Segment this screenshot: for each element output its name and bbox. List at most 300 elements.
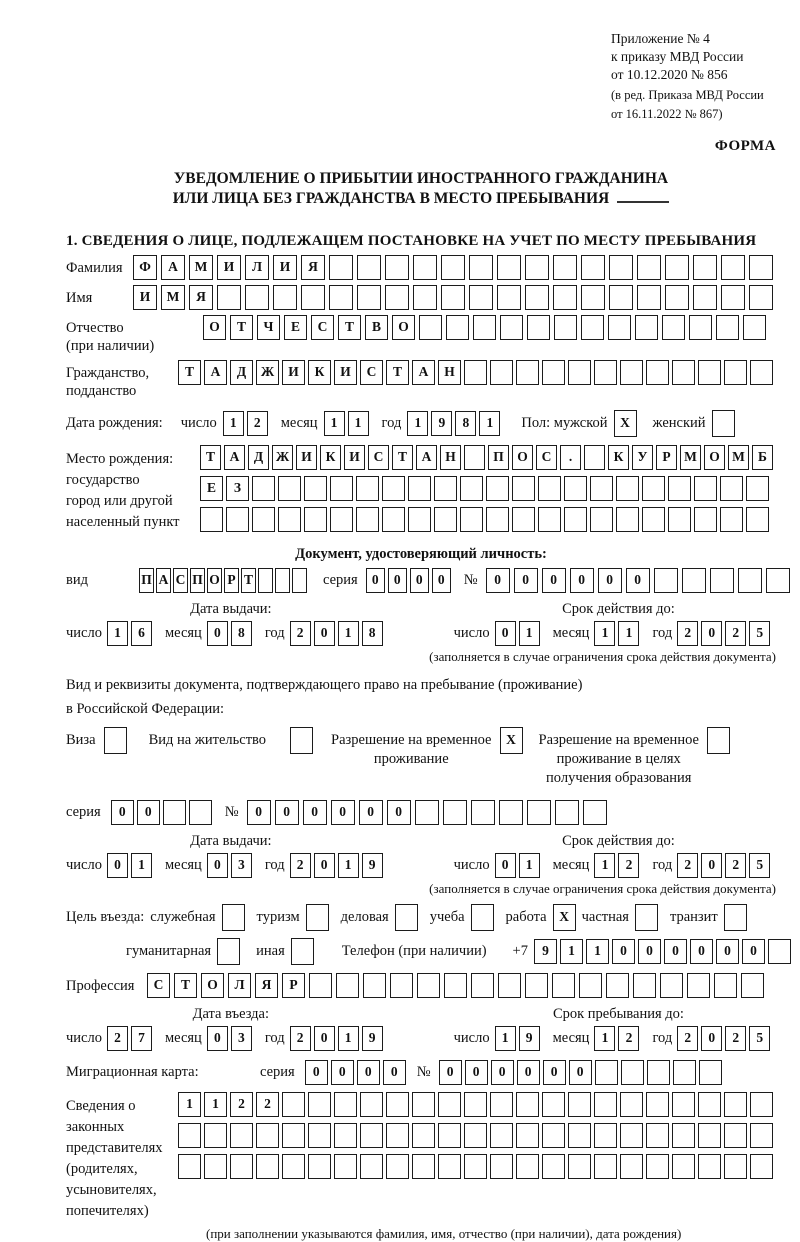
char-cell[interactable]: М bbox=[680, 445, 701, 470]
char-cell[interactable]: 0 bbox=[432, 568, 451, 593]
char-cell[interactable] bbox=[635, 904, 658, 931]
char-cell[interactable] bbox=[217, 285, 241, 310]
char-cell[interactable] bbox=[516, 1154, 539, 1179]
char-cell[interactable]: 2 bbox=[677, 1026, 698, 1051]
char-cell[interactable] bbox=[720, 507, 743, 532]
char-cell[interactable] bbox=[273, 285, 297, 310]
char-cell[interactable]: 0 bbox=[491, 1060, 514, 1085]
char-cell[interactable]: 0 bbox=[598, 568, 622, 593]
char-cell[interactable]: 2 bbox=[618, 1026, 639, 1051]
char-cell[interactable]: С bbox=[536, 445, 557, 470]
char-cell[interactable] bbox=[336, 973, 359, 998]
char-cell[interactable] bbox=[646, 1092, 669, 1117]
char-cell[interactable]: 3 bbox=[231, 853, 252, 878]
char-cell[interactable] bbox=[672, 1092, 695, 1117]
char-cell[interactable]: 8 bbox=[455, 411, 476, 436]
char-cell[interactable]: 0 bbox=[331, 1060, 354, 1085]
char-cell[interactable]: 2 bbox=[290, 853, 311, 878]
char-cell[interactable] bbox=[724, 1123, 747, 1148]
char-cell[interactable]: 8 bbox=[362, 621, 383, 646]
char-cell[interactable]: Ч bbox=[257, 315, 280, 340]
char-cell[interactable] bbox=[512, 507, 535, 532]
char-cell[interactable] bbox=[595, 1060, 618, 1085]
char-cell[interactable] bbox=[768, 939, 791, 964]
char-cell[interactable] bbox=[721, 255, 745, 280]
char-cell[interactable]: 1 bbox=[586, 939, 609, 964]
char-cell[interactable]: 5 bbox=[749, 621, 770, 646]
char-cell[interactable]: К bbox=[308, 360, 331, 385]
char-cell[interactable]: З bbox=[226, 476, 249, 501]
char-cell[interactable]: М bbox=[161, 285, 185, 310]
char-cell[interactable]: А bbox=[416, 445, 437, 470]
char-cell[interactable]: Б bbox=[752, 445, 773, 470]
char-cell[interactable] bbox=[386, 1154, 409, 1179]
char-cell[interactable] bbox=[527, 315, 550, 340]
char-cell[interactable]: 0 bbox=[543, 1060, 566, 1085]
char-cell[interactable] bbox=[499, 800, 523, 825]
char-cell[interactable] bbox=[444, 973, 467, 998]
char-cell[interactable] bbox=[620, 1123, 643, 1148]
char-cell[interactable] bbox=[721, 285, 745, 310]
char-cell[interactable]: С bbox=[360, 360, 383, 385]
char-cell[interactable] bbox=[308, 1092, 331, 1117]
char-cell[interactable] bbox=[620, 1154, 643, 1179]
char-cell[interactable]: 1 bbox=[560, 939, 583, 964]
char-cell[interactable]: О bbox=[512, 445, 533, 470]
char-cell[interactable] bbox=[385, 285, 409, 310]
char-cell[interactable] bbox=[204, 1154, 227, 1179]
char-cell[interactable]: 2 bbox=[677, 621, 698, 646]
char-cell[interactable] bbox=[689, 315, 712, 340]
char-cell[interactable]: 0 bbox=[314, 621, 335, 646]
char-cell[interactable] bbox=[672, 1123, 695, 1148]
char-cell[interactable] bbox=[554, 315, 577, 340]
char-cell[interactable] bbox=[330, 507, 353, 532]
char-cell[interactable]: 0 bbox=[495, 621, 516, 646]
char-cell[interactable]: О bbox=[201, 973, 224, 998]
char-cell[interactable] bbox=[256, 1123, 279, 1148]
char-cell[interactable] bbox=[408, 507, 431, 532]
char-cell[interactable]: Т bbox=[178, 360, 201, 385]
char-cell[interactable]: 5 bbox=[749, 1026, 770, 1051]
char-cell[interactable] bbox=[245, 285, 269, 310]
char-cell[interactable] bbox=[275, 568, 290, 593]
char-cell[interactable]: 0 bbox=[357, 1060, 380, 1085]
char-cell[interactable] bbox=[490, 1092, 513, 1117]
char-cell[interactable]: 1 bbox=[495, 1026, 516, 1051]
char-cell[interactable]: 2 bbox=[256, 1092, 279, 1117]
char-cell[interactable] bbox=[497, 255, 521, 280]
char-cell[interactable] bbox=[633, 973, 656, 998]
char-cell[interactable]: 7 bbox=[131, 1026, 152, 1051]
char-cell[interactable]: 0 bbox=[107, 853, 128, 878]
char-cell[interactable] bbox=[687, 973, 710, 998]
char-cell[interactable] bbox=[282, 1092, 305, 1117]
char-cell[interactable]: И bbox=[273, 255, 297, 280]
char-cell[interactable]: 0 bbox=[314, 853, 335, 878]
char-cell[interactable]: 9 bbox=[519, 1026, 540, 1051]
char-cell[interactable] bbox=[542, 1154, 565, 1179]
char-cell[interactable] bbox=[329, 285, 353, 310]
char-cell[interactable] bbox=[252, 507, 275, 532]
char-cell[interactable] bbox=[538, 507, 561, 532]
char-cell[interactable] bbox=[564, 476, 587, 501]
char-cell[interactable]: Н bbox=[438, 360, 461, 385]
char-cell[interactable]: 0 bbox=[366, 568, 385, 593]
char-cell[interactable]: М bbox=[189, 255, 213, 280]
char-cell[interactable] bbox=[750, 360, 773, 385]
char-cell[interactable] bbox=[581, 285, 605, 310]
char-cell[interactable]: Е bbox=[284, 315, 307, 340]
char-cell[interactable] bbox=[498, 973, 521, 998]
char-cell[interactable] bbox=[471, 973, 494, 998]
char-cell[interactable] bbox=[668, 476, 691, 501]
char-cell[interactable] bbox=[334, 1092, 357, 1117]
char-cell[interactable]: 1 bbox=[338, 1026, 359, 1051]
char-cell[interactable] bbox=[714, 973, 737, 998]
char-cell[interactable] bbox=[746, 476, 769, 501]
char-cell[interactable] bbox=[360, 1092, 383, 1117]
char-cell[interactable] bbox=[178, 1123, 201, 1148]
char-cell[interactable] bbox=[620, 360, 643, 385]
char-cell[interactable]: А bbox=[161, 255, 185, 280]
char-cell[interactable]: 2 bbox=[107, 1026, 128, 1051]
char-cell[interactable]: 1 bbox=[223, 411, 244, 436]
char-cell[interactable]: 0 bbox=[388, 568, 407, 593]
char-cell[interactable]: 0 bbox=[570, 568, 594, 593]
char-cell[interactable]: 1 bbox=[338, 621, 359, 646]
char-cell[interactable] bbox=[443, 800, 467, 825]
char-cell[interactable] bbox=[413, 285, 437, 310]
char-cell[interactable] bbox=[553, 285, 577, 310]
char-cell[interactable]: 0 bbox=[111, 800, 134, 825]
char-cell[interactable] bbox=[552, 973, 575, 998]
char-cell[interactable] bbox=[694, 476, 717, 501]
char-cell[interactable] bbox=[204, 1123, 227, 1148]
char-cell[interactable] bbox=[308, 1154, 331, 1179]
char-cell[interactable] bbox=[724, 904, 747, 931]
char-cell[interactable]: Ж bbox=[256, 360, 279, 385]
char-cell[interactable]: . bbox=[560, 445, 581, 470]
char-cell[interactable] bbox=[716, 315, 739, 340]
char-cell[interactable]: Ф bbox=[133, 255, 157, 280]
char-cell[interactable] bbox=[698, 360, 721, 385]
char-cell[interactable] bbox=[579, 973, 602, 998]
char-cell[interactable]: 3 bbox=[231, 1026, 252, 1051]
char-cell[interactable]: 0 bbox=[626, 568, 650, 593]
char-cell[interactable]: 0 bbox=[542, 568, 566, 593]
char-cell[interactable]: И bbox=[217, 255, 241, 280]
char-cell[interactable] bbox=[395, 904, 418, 931]
char-cell[interactable] bbox=[486, 476, 509, 501]
char-cell[interactable] bbox=[527, 800, 551, 825]
char-cell[interactable] bbox=[471, 904, 494, 931]
char-cell[interactable]: 0 bbox=[716, 939, 739, 964]
char-cell[interactable] bbox=[542, 1123, 565, 1148]
char-cell[interactable] bbox=[525, 255, 549, 280]
char-cell[interactable]: Т bbox=[386, 360, 409, 385]
char-cell[interactable] bbox=[620, 1092, 643, 1117]
char-cell[interactable] bbox=[553, 255, 577, 280]
char-cell[interactable]: 2 bbox=[247, 411, 268, 436]
char-cell[interactable]: 1 bbox=[107, 621, 128, 646]
char-cell[interactable]: 8 bbox=[231, 621, 252, 646]
char-cell[interactable] bbox=[642, 476, 665, 501]
char-cell[interactable] bbox=[278, 476, 301, 501]
char-cell[interactable] bbox=[419, 315, 442, 340]
char-cell[interactable]: 0 bbox=[410, 568, 429, 593]
char-cell[interactable]: 0 bbox=[701, 853, 722, 878]
char-cell[interactable] bbox=[621, 1060, 644, 1085]
char-cell[interactable] bbox=[525, 973, 548, 998]
char-cell[interactable] bbox=[646, 1154, 669, 1179]
char-cell[interactable] bbox=[464, 360, 487, 385]
char-cell[interactable] bbox=[226, 507, 249, 532]
char-cell[interactable] bbox=[222, 904, 245, 931]
char-cell[interactable]: С bbox=[311, 315, 334, 340]
char-cell[interactable]: М bbox=[728, 445, 749, 470]
char-cell[interactable] bbox=[743, 315, 766, 340]
char-cell[interactable]: Т bbox=[230, 315, 253, 340]
char-cell[interactable] bbox=[694, 507, 717, 532]
char-cell[interactable] bbox=[698, 1154, 721, 1179]
char-cell[interactable] bbox=[408, 476, 431, 501]
char-cell[interactable]: И bbox=[296, 445, 317, 470]
char-cell[interactable] bbox=[438, 1092, 461, 1117]
char-cell[interactable] bbox=[360, 1154, 383, 1179]
char-cell[interactable] bbox=[200, 507, 223, 532]
char-cell[interactable]: П bbox=[488, 445, 509, 470]
char-cell[interactable] bbox=[292, 568, 307, 593]
char-cell[interactable]: 0 bbox=[486, 568, 510, 593]
char-cell[interactable] bbox=[412, 1092, 435, 1117]
char-cell[interactable]: 0 bbox=[569, 1060, 592, 1085]
char-cell[interactable]: П bbox=[190, 568, 205, 593]
char-cell[interactable]: 1 bbox=[407, 411, 428, 436]
char-cell[interactable] bbox=[590, 476, 613, 501]
char-cell[interactable] bbox=[635, 315, 658, 340]
char-cell[interactable] bbox=[616, 507, 639, 532]
char-cell[interactable]: 0 bbox=[331, 800, 355, 825]
char-cell[interactable] bbox=[460, 507, 483, 532]
char-cell[interactable] bbox=[309, 973, 332, 998]
char-cell[interactable] bbox=[750, 1154, 773, 1179]
char-cell[interactable] bbox=[707, 727, 730, 754]
char-cell[interactable]: Ж bbox=[272, 445, 293, 470]
char-cell[interactable]: 0 bbox=[638, 939, 661, 964]
char-cell[interactable] bbox=[357, 285, 381, 310]
char-cell[interactable] bbox=[490, 360, 513, 385]
char-cell[interactable]: 0 bbox=[275, 800, 299, 825]
char-cell[interactable]: П bbox=[139, 568, 154, 593]
char-cell[interactable] bbox=[230, 1123, 253, 1148]
char-cell[interactable]: 1 bbox=[519, 621, 540, 646]
char-cell[interactable] bbox=[693, 285, 717, 310]
char-cell[interactable]: 0 bbox=[314, 1026, 335, 1051]
char-cell[interactable] bbox=[434, 476, 457, 501]
char-cell[interactable] bbox=[473, 315, 496, 340]
char-cell[interactable] bbox=[282, 1154, 305, 1179]
char-cell[interactable] bbox=[594, 1092, 617, 1117]
char-cell[interactable]: Р bbox=[282, 973, 305, 998]
char-cell[interactable] bbox=[304, 507, 327, 532]
char-cell[interactable] bbox=[230, 1154, 253, 1179]
char-cell[interactable]: И bbox=[282, 360, 305, 385]
char-cell[interactable] bbox=[662, 315, 685, 340]
char-cell[interactable] bbox=[606, 973, 629, 998]
char-cell[interactable] bbox=[568, 1154, 591, 1179]
char-cell[interactable] bbox=[469, 285, 493, 310]
char-cell[interactable] bbox=[438, 1154, 461, 1179]
char-cell[interactable]: В bbox=[365, 315, 388, 340]
char-cell[interactable]: Д bbox=[248, 445, 269, 470]
char-cell[interactable]: 1 bbox=[178, 1092, 201, 1117]
char-cell[interactable] bbox=[438, 1123, 461, 1148]
char-cell[interactable]: 5 bbox=[749, 853, 770, 878]
char-cell[interactable]: 1 bbox=[479, 411, 500, 436]
char-cell[interactable]: X bbox=[614, 410, 637, 437]
char-cell[interactable] bbox=[738, 568, 762, 593]
char-cell[interactable]: 2 bbox=[290, 1026, 311, 1051]
char-cell[interactable]: 0 bbox=[690, 939, 713, 964]
char-cell[interactable] bbox=[724, 360, 747, 385]
char-cell[interactable] bbox=[412, 1154, 435, 1179]
char-cell[interactable]: 0 bbox=[517, 1060, 540, 1085]
char-cell[interactable]: 0 bbox=[207, 853, 228, 878]
char-cell[interactable] bbox=[699, 1060, 722, 1085]
char-cell[interactable]: 2 bbox=[725, 853, 746, 878]
char-cell[interactable] bbox=[163, 800, 186, 825]
char-cell[interactable]: К bbox=[608, 445, 629, 470]
char-cell[interactable] bbox=[464, 1154, 487, 1179]
char-cell[interactable]: 1 bbox=[618, 621, 639, 646]
char-cell[interactable] bbox=[642, 507, 665, 532]
char-cell[interactable] bbox=[386, 1123, 409, 1148]
char-cell[interactable]: С bbox=[147, 973, 170, 998]
char-cell[interactable] bbox=[698, 1123, 721, 1148]
char-cell[interactable]: 2 bbox=[725, 1026, 746, 1051]
char-cell[interactable]: 1 bbox=[594, 621, 615, 646]
char-cell[interactable]: 2 bbox=[725, 621, 746, 646]
char-cell[interactable]: О bbox=[203, 315, 226, 340]
char-cell[interactable] bbox=[469, 255, 493, 280]
char-cell[interactable] bbox=[710, 568, 734, 593]
char-cell[interactable] bbox=[720, 476, 743, 501]
char-cell[interactable]: 0 bbox=[383, 1060, 406, 1085]
char-cell[interactable]: 1 bbox=[338, 853, 359, 878]
char-cell[interactable]: 1 bbox=[519, 853, 540, 878]
char-cell[interactable] bbox=[741, 973, 764, 998]
char-cell[interactable]: 9 bbox=[362, 853, 383, 878]
char-cell[interactable] bbox=[564, 507, 587, 532]
char-cell[interactable] bbox=[486, 507, 509, 532]
char-cell[interactable]: К bbox=[320, 445, 341, 470]
char-cell[interactable]: 0 bbox=[612, 939, 635, 964]
char-cell[interactable] bbox=[490, 1123, 513, 1148]
char-cell[interactable] bbox=[594, 1154, 617, 1179]
char-cell[interactable]: Я bbox=[189, 285, 213, 310]
char-cell[interactable]: О bbox=[392, 315, 415, 340]
char-cell[interactable] bbox=[301, 285, 325, 310]
char-cell[interactable]: И bbox=[344, 445, 365, 470]
char-cell[interactable]: 0 bbox=[305, 1060, 328, 1085]
char-cell[interactable] bbox=[637, 255, 661, 280]
char-cell[interactable]: А bbox=[412, 360, 435, 385]
char-cell[interactable]: 2 bbox=[618, 853, 639, 878]
char-cell[interactable] bbox=[590, 507, 613, 532]
char-cell[interactable] bbox=[581, 315, 604, 340]
char-cell[interactable]: Т bbox=[174, 973, 197, 998]
char-cell[interactable]: 0 bbox=[207, 1026, 228, 1051]
char-cell[interactable] bbox=[660, 973, 683, 998]
char-cell[interactable] bbox=[693, 255, 717, 280]
char-cell[interactable] bbox=[682, 568, 706, 593]
char-cell[interactable] bbox=[189, 800, 212, 825]
char-cell[interactable] bbox=[460, 476, 483, 501]
char-cell[interactable]: 0 bbox=[303, 800, 327, 825]
char-cell[interactable]: 1 bbox=[324, 411, 345, 436]
char-cell[interactable] bbox=[646, 1123, 669, 1148]
char-cell[interactable]: Я bbox=[255, 973, 278, 998]
char-cell[interactable]: 0 bbox=[387, 800, 411, 825]
char-cell[interactable] bbox=[290, 727, 313, 754]
char-cell[interactable] bbox=[568, 360, 591, 385]
char-cell[interactable]: 1 bbox=[131, 853, 152, 878]
char-cell[interactable] bbox=[291, 938, 314, 965]
char-cell[interactable]: Т bbox=[200, 445, 221, 470]
char-cell[interactable] bbox=[525, 285, 549, 310]
char-cell[interactable]: X bbox=[500, 727, 523, 754]
char-cell[interactable] bbox=[382, 507, 405, 532]
char-cell[interactable]: Н bbox=[440, 445, 461, 470]
char-cell[interactable] bbox=[698, 1092, 721, 1117]
char-cell[interactable]: Т bbox=[241, 568, 256, 593]
char-cell[interactable] bbox=[334, 1154, 357, 1179]
char-cell[interactable] bbox=[516, 1092, 539, 1117]
char-cell[interactable]: Я bbox=[301, 255, 325, 280]
char-cell[interactable]: 0 bbox=[465, 1060, 488, 1085]
char-cell[interactable] bbox=[594, 360, 617, 385]
char-cell[interactable]: 1 bbox=[594, 853, 615, 878]
char-cell[interactable]: 9 bbox=[431, 411, 452, 436]
char-cell[interactable] bbox=[464, 1123, 487, 1148]
char-cell[interactable] bbox=[637, 285, 661, 310]
char-cell[interactable] bbox=[516, 360, 539, 385]
char-cell[interactable]: И bbox=[133, 285, 157, 310]
char-cell[interactable] bbox=[555, 800, 579, 825]
char-cell[interactable]: 2 bbox=[230, 1092, 253, 1117]
char-cell[interactable]: 0 bbox=[514, 568, 538, 593]
char-cell[interactable] bbox=[665, 255, 689, 280]
char-cell[interactable] bbox=[766, 568, 790, 593]
char-cell[interactable] bbox=[581, 255, 605, 280]
char-cell[interactable] bbox=[217, 938, 240, 965]
char-cell[interactable] bbox=[712, 410, 735, 437]
char-cell[interactable] bbox=[258, 568, 273, 593]
char-cell[interactable] bbox=[256, 1154, 279, 1179]
char-cell[interactable]: 0 bbox=[701, 1026, 722, 1051]
char-cell[interactable]: 0 bbox=[664, 939, 687, 964]
char-cell[interactable] bbox=[668, 507, 691, 532]
char-cell[interactable]: О bbox=[704, 445, 725, 470]
char-cell[interactable] bbox=[672, 1154, 695, 1179]
char-cell[interactable] bbox=[385, 255, 409, 280]
char-cell[interactable]: И bbox=[334, 360, 357, 385]
char-cell[interactable] bbox=[672, 360, 695, 385]
char-cell[interactable] bbox=[654, 568, 678, 593]
char-cell[interactable] bbox=[282, 1123, 305, 1148]
char-cell[interactable] bbox=[568, 1123, 591, 1148]
